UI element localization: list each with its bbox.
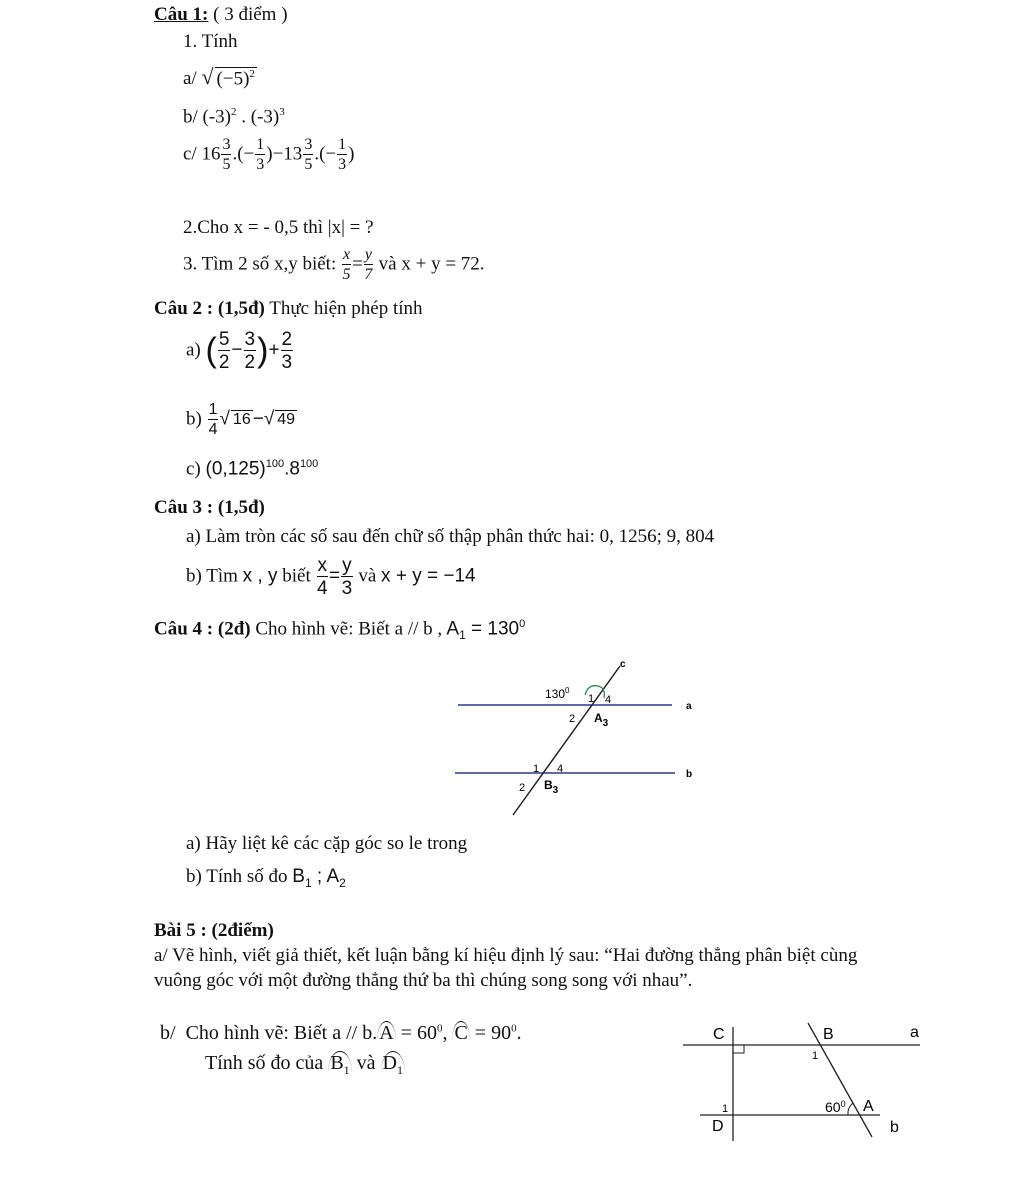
q4b-m1: B xyxy=(292,866,305,887)
problem-5-heading: Bài 5 : (2điểm) xyxy=(154,920,274,941)
q1c-n2: 1 xyxy=(256,136,265,153)
q1c-frac-4 xyxy=(337,137,347,173)
q4-cond-degree: 0 xyxy=(519,618,526,630)
line-BA xyxy=(808,1023,872,1137)
label-A: A xyxy=(863,1098,874,1115)
label-130 xyxy=(545,686,570,701)
q1-3-frac-y xyxy=(364,247,373,283)
q1-3-xn: x xyxy=(342,246,351,263)
label-B: B xyxy=(823,1026,834,1043)
left-paren: ( xyxy=(205,331,217,370)
q1c-d1: 5 xyxy=(222,156,231,173)
q2b-radicand-2: 49 xyxy=(277,411,296,429)
question-3-a: a) Làm tròn các số sau đến chữ số thập phân thức hai: 0, 1256; 9, 804 xyxy=(186,526,715,547)
q4-cond-angle: A xyxy=(442,618,460,640)
label-B: B xyxy=(544,778,553,792)
q1c-n4: 1 xyxy=(338,136,347,153)
p5b2-pre: Tính số đo của xyxy=(205,1052,329,1074)
q3b-yn: y xyxy=(342,555,352,576)
label-B1: 1 xyxy=(812,1050,819,1062)
question-1-points: ( 3 điểm ) xyxy=(213,4,288,25)
question-2-title: Thực hiện phép tính xyxy=(264,298,423,319)
q1-3-xd: 5 xyxy=(342,266,351,283)
label-a: a xyxy=(686,701,692,712)
question-1-header xyxy=(154,4,288,26)
q2a-label: a) xyxy=(186,339,201,361)
p5b-comma: , xyxy=(442,1022,453,1044)
label-A: A xyxy=(594,711,603,725)
label-a1: 1 xyxy=(588,693,595,705)
q2b-minus: − xyxy=(252,408,264,430)
p5b2-angle-B xyxy=(328,1051,351,1078)
sqrt-symbol: √ xyxy=(201,64,214,89)
right-angle-mark xyxy=(733,1045,744,1053)
q1c-d3: 5 xyxy=(304,156,313,173)
q2a-n1: 5 xyxy=(218,329,230,350)
q1c-frac-1 xyxy=(221,137,231,173)
q1b-expr-2: . (-3) xyxy=(236,106,280,128)
q3b-eq: = xyxy=(329,565,341,587)
problem-5-a-line-2: vuông góc với một đường thẳng thứ ba thì chúng song song với nhau”. xyxy=(154,970,693,991)
question-4-a: a) Hãy liệt kê các cặp góc so le trong xyxy=(186,833,468,854)
q1c-d2: 3 xyxy=(256,156,265,173)
q3b-vars: x , y xyxy=(242,565,278,587)
p5b-A-deg: 0 xyxy=(436,1022,443,1035)
label-D: D xyxy=(712,1118,724,1135)
p5b2-angle-D xyxy=(381,1051,405,1078)
q3b-frac-y xyxy=(341,556,353,598)
question-1-a xyxy=(183,64,257,90)
p5b2-and: và xyxy=(351,1052,381,1074)
question-2-b xyxy=(186,402,297,438)
question-1-c xyxy=(183,137,354,173)
q4b-sep: ; xyxy=(311,866,327,887)
p5b-label: b/ xyxy=(160,1022,176,1044)
q2a-d2: 2 xyxy=(244,352,256,373)
q1c-n3: 3 xyxy=(304,136,313,153)
q1b-exp-1: 2 xyxy=(231,106,237,118)
q1c-label: c/ xyxy=(183,143,197,165)
angle-60-value: 60 xyxy=(825,1099,841,1115)
q1b-expr-1: (-3) xyxy=(202,106,232,128)
sqrt-symbol: √ xyxy=(263,408,275,430)
question-1-item-1: 1. Tính xyxy=(183,31,238,52)
sqrt-symbol: √ xyxy=(219,408,230,430)
q1c-p2: )−13 xyxy=(266,143,303,165)
label-a: a xyxy=(910,1024,919,1041)
q2a-n2: 3 xyxy=(244,329,256,350)
question-1-item-3 xyxy=(183,247,485,283)
q1-3-frac-x xyxy=(342,247,351,283)
label-b: b xyxy=(686,769,693,780)
q1c-whole-1: 16 xyxy=(201,143,221,165)
question-2-header xyxy=(154,298,423,320)
right-paren: ) xyxy=(257,331,269,370)
q3b-yd: 3 xyxy=(341,578,353,599)
q3b-frac-x xyxy=(317,556,329,598)
label-C: C xyxy=(713,1026,725,1043)
question-4-b xyxy=(186,866,346,890)
q1c-frac-2 xyxy=(255,137,265,173)
q2a-frac-2 xyxy=(244,330,257,372)
p5b-C-value: = 90 xyxy=(469,1022,512,1044)
q1a-exp: 2 xyxy=(249,67,255,80)
q3b-and: và xyxy=(353,565,382,587)
q2a-n3: 2 xyxy=(281,329,293,350)
q1b-exp-2: 3 xyxy=(279,106,285,118)
q2a-plus: + xyxy=(268,339,280,361)
question-1-heading: Câu 1: xyxy=(154,4,209,25)
q4b-m2: A xyxy=(326,866,340,887)
label-60 xyxy=(825,1099,846,1115)
q2a-d3: 3 xyxy=(281,352,293,373)
p5b-C-deg: 0 xyxy=(511,1022,517,1035)
label-b4: 4 xyxy=(557,763,564,775)
q1-3-yn: y xyxy=(364,246,372,263)
q1c-p4: ) xyxy=(348,143,355,165)
label-a4: 4 xyxy=(605,694,612,706)
q2b-radicand-1: 16 xyxy=(232,411,251,429)
q2b-d: 4 xyxy=(208,421,218,438)
q4b-s2: 2 xyxy=(339,875,346,890)
question-4-header xyxy=(154,618,525,642)
q1a-inner: (−5) xyxy=(216,68,250,89)
label-B-3: 3 xyxy=(552,785,559,796)
problem-5-b-line-1 xyxy=(160,1021,522,1045)
question-3-heading: Câu 3 : (1,5đ) xyxy=(154,497,265,518)
q2b-label: b) xyxy=(186,408,202,430)
q1c-d4: 3 xyxy=(338,156,347,173)
q3b-sum: x + y = −14 xyxy=(381,565,476,587)
label-D1: 1 xyxy=(722,1103,729,1115)
label-b: b xyxy=(890,1119,899,1136)
q3b-xd: 4 xyxy=(316,578,328,599)
p5b-A-value: = 60 xyxy=(395,1022,437,1044)
q2c-base: (0,125) xyxy=(205,458,266,480)
label-A-3: 3 xyxy=(602,718,609,729)
q2c-exp-1: 100 xyxy=(265,458,285,470)
q4b-pre: b) Tính số đo xyxy=(186,866,293,887)
question-2-heading: Câu 2 : (1,5đ) xyxy=(154,298,265,319)
q1-3-eq: = xyxy=(352,253,363,275)
q2c-mid: .8 xyxy=(284,458,300,480)
problem-5-a-line-1: a/ Vẽ hình, viết giả thiết, kết luận bằng kí hiệu định lý sau: “Hai đường thẳng phân biệt cùng xyxy=(154,945,858,966)
q1c-p3: .(− xyxy=(314,143,337,165)
q1a-label: a/ xyxy=(183,68,197,89)
angle-130-deg: 0 xyxy=(565,686,570,695)
question-4-heading: Câu 4 : (2đ) xyxy=(154,618,251,640)
q1c-p1: .(− xyxy=(232,143,255,165)
problem-5-figure xyxy=(680,1015,930,1150)
q3b-xn: x xyxy=(317,555,327,576)
label-b2: 2 xyxy=(519,782,526,794)
q1b-label: b/ xyxy=(183,106,198,128)
q1c-n1: 3 xyxy=(222,136,231,153)
q2a-d1: 2 xyxy=(218,352,230,373)
label-B3 xyxy=(544,778,559,796)
angle-arc-60 xyxy=(848,1103,853,1115)
p5b2-B: B xyxy=(330,1052,344,1074)
q2a-frac-1 xyxy=(218,330,231,372)
label-A3 xyxy=(594,711,609,729)
q4-cond-value: = 130 xyxy=(465,618,520,640)
p5b-angle-A: A xyxy=(379,1022,394,1044)
label-a2: 2 xyxy=(569,713,576,725)
q2c-label: c) xyxy=(186,458,201,480)
angle-130-value: 130 xyxy=(545,687,566,701)
p5b2-B-sub: 1 xyxy=(343,1063,350,1077)
q2a-minus: − xyxy=(231,339,243,361)
q1a-radicand xyxy=(215,67,257,90)
question-4-title: Cho hình vẽ: Biết a // b , xyxy=(250,618,443,640)
q1-3-yd: 7 xyxy=(364,266,373,283)
question-2-c xyxy=(186,458,318,480)
p5b-pre: Cho hình vẽ: Biết a // b. xyxy=(185,1022,378,1044)
q3b-pre: b) Tìm xyxy=(186,565,243,587)
q4b-s1: 1 xyxy=(304,875,312,890)
p5b-end: . xyxy=(516,1022,522,1044)
q3b-mid: biết xyxy=(277,565,316,587)
p5b2-D-sub: 1 xyxy=(397,1063,403,1077)
q2b-frac xyxy=(208,402,219,438)
q1-3-pre: 3. Tìm 2 số x,y biết: xyxy=(183,253,337,275)
label-c: c xyxy=(620,659,626,670)
angle-60-deg: 0 xyxy=(840,1099,846,1109)
q1c-frac-3 xyxy=(303,137,313,173)
problem-5-b-line-2 xyxy=(205,1051,405,1078)
q1-3-post: và x + y = 72. xyxy=(373,253,485,275)
question-4-figure xyxy=(440,650,720,825)
p5b2-D: D xyxy=(382,1052,397,1074)
question-1-item-2: 2.Cho x = - 0,5 thì |x| = ? xyxy=(183,217,374,238)
question-3-b xyxy=(186,556,476,598)
label-b1: 1 xyxy=(533,763,540,775)
question-1-b xyxy=(183,106,285,128)
q2b-n: 1 xyxy=(208,401,218,418)
q2c-exp-2: 100 xyxy=(299,458,319,470)
question-2-a xyxy=(186,330,294,372)
p5b-angle-C: C xyxy=(454,1022,468,1044)
q4-cond-sub: 1 xyxy=(459,628,466,643)
q2a-frac-3 xyxy=(281,330,294,372)
